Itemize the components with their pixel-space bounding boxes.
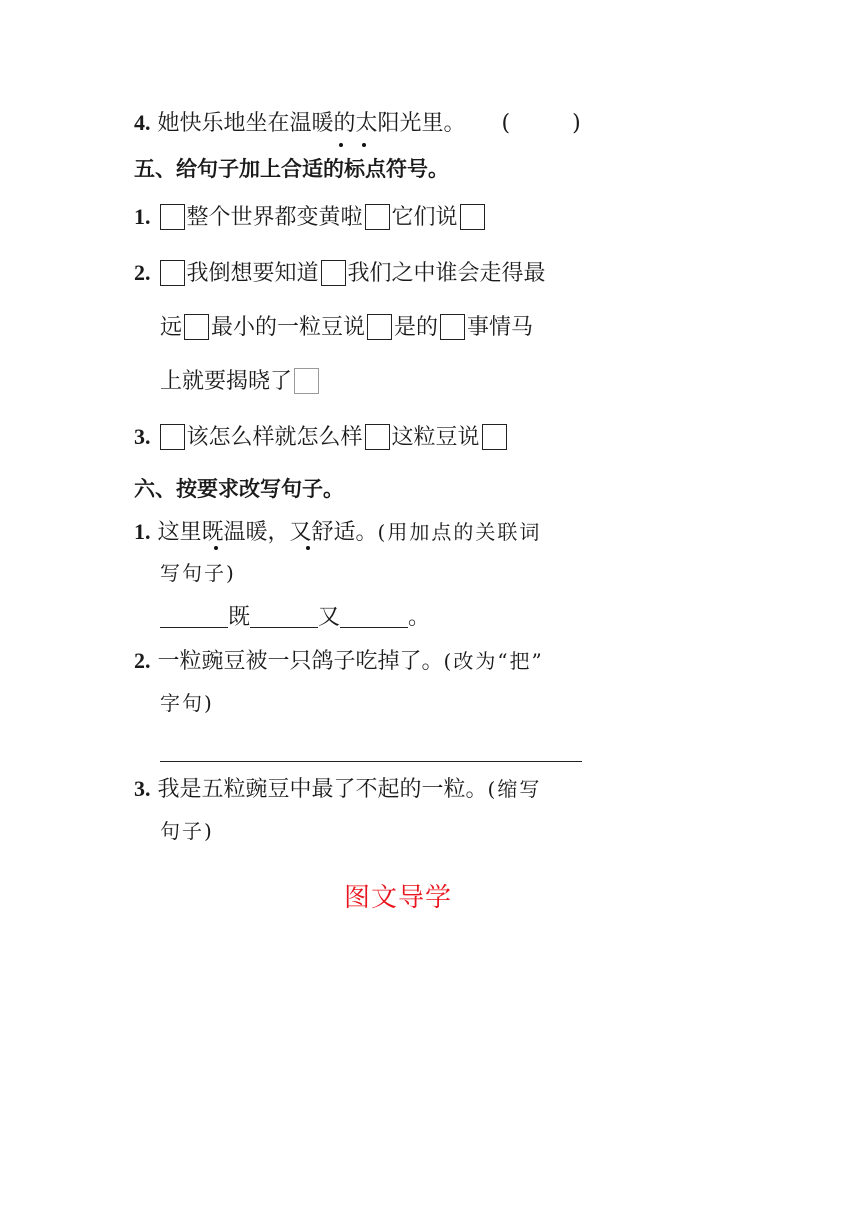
item-text: 这里既温暖，又舒适。: [157, 520, 378, 545]
paren-close: ): [572, 111, 581, 136]
item-number: 2.: [134, 648, 151, 673]
item-text: 我倒想要知道: [186, 261, 319, 286]
emphasis-dot: [362, 143, 366, 147]
section-5-title: 五、给句子加上合适的标点符号。: [134, 157, 449, 181]
instruction-note: (缩写: [487, 777, 542, 801]
s5-item-1: [134, 202, 487, 233]
question-4: [134, 108, 581, 139]
emphasis-dot: [306, 546, 310, 550]
connective-word: 既: [228, 605, 251, 630]
emphasis-dot: [214, 546, 218, 550]
item-number: 1.: [134, 204, 151, 229]
punctuation-box[interactable]: [160, 424, 185, 450]
s6-item-2: [134, 646, 544, 677]
answer-line[interactable]: [160, 761, 582, 762]
s6-item-1-answer: [160, 603, 430, 633]
item-text: 这粒豆说: [391, 425, 480, 450]
footer-title: 图文导学: [344, 883, 453, 913]
answer-blank[interactable]: [250, 605, 318, 628]
question-number: 4.: [134, 110, 151, 135]
instruction-note: (改为“把”: [443, 649, 544, 673]
punctuation-box[interactable]: [160, 260, 185, 286]
instruction-note-cont: 字句): [160, 691, 214, 715]
punctuation-box[interactable]: [184, 314, 209, 340]
s6-item-3: [134, 774, 541, 805]
s5-item-2-line-3: [160, 367, 321, 397]
punctuation-box[interactable]: [367, 314, 392, 340]
s5-item-2-line-2: [160, 313, 533, 343]
item-text: 上就要揭晓了: [160, 369, 293, 394]
emphasis-dot: [339, 143, 343, 147]
s5-item-3: [134, 422, 509, 453]
connective-word: 又: [318, 605, 341, 630]
s6-item-1: [134, 517, 541, 548]
question-text: 她快乐地坐在温暖的太阳光里。: [157, 111, 466, 136]
punctuation-box[interactable]: [460, 204, 485, 230]
answer-blank[interactable]: [160, 605, 228, 628]
punctuation-box[interactable]: [365, 204, 390, 230]
s5-item-2-line-1: [134, 258, 546, 289]
paren-open: (: [501, 111, 511, 136]
instruction-note-cont: 写句子): [160, 561, 236, 585]
item-number: 2.: [134, 260, 151, 285]
item-text: 整个世界都变黄啦: [186, 205, 363, 230]
item-text: 是的: [394, 315, 439, 340]
item-number: 3.: [134, 776, 151, 801]
instruction-note: (用加点的关联词: [377, 520, 542, 544]
punctuation-box[interactable]: [482, 424, 507, 450]
item-text: 该怎么样就怎么样: [186, 425, 363, 450]
item-number: 3.: [134, 424, 151, 449]
punctuation-box[interactable]: [294, 368, 319, 394]
item-number: 1.: [134, 519, 151, 544]
instruction-note-cont: 句子): [160, 819, 214, 843]
item-text: 我是五粒豌豆中最了不起的一粒。: [157, 777, 488, 802]
punctuation-box[interactable]: [160, 204, 185, 230]
punctuation-box[interactable]: [365, 424, 390, 450]
item-text: 它们说: [391, 205, 458, 230]
section-6-title: 六、按要求改写句子。: [134, 477, 344, 501]
punctuation-box[interactable]: [321, 260, 346, 286]
item-text: 最小的一粒豆说: [211, 315, 366, 340]
item-text: 远: [160, 315, 183, 340]
item-text: 我们之中谁会走得最: [347, 261, 546, 286]
punctuation-box[interactable]: [440, 314, 465, 340]
end-punctuation: 。: [408, 605, 431, 630]
answer-blank[interactable]: [340, 605, 408, 628]
item-text: 一粒豌豆被一只鸽子吃掉了。: [157, 649, 444, 674]
item-text: 事情马: [467, 315, 534, 340]
